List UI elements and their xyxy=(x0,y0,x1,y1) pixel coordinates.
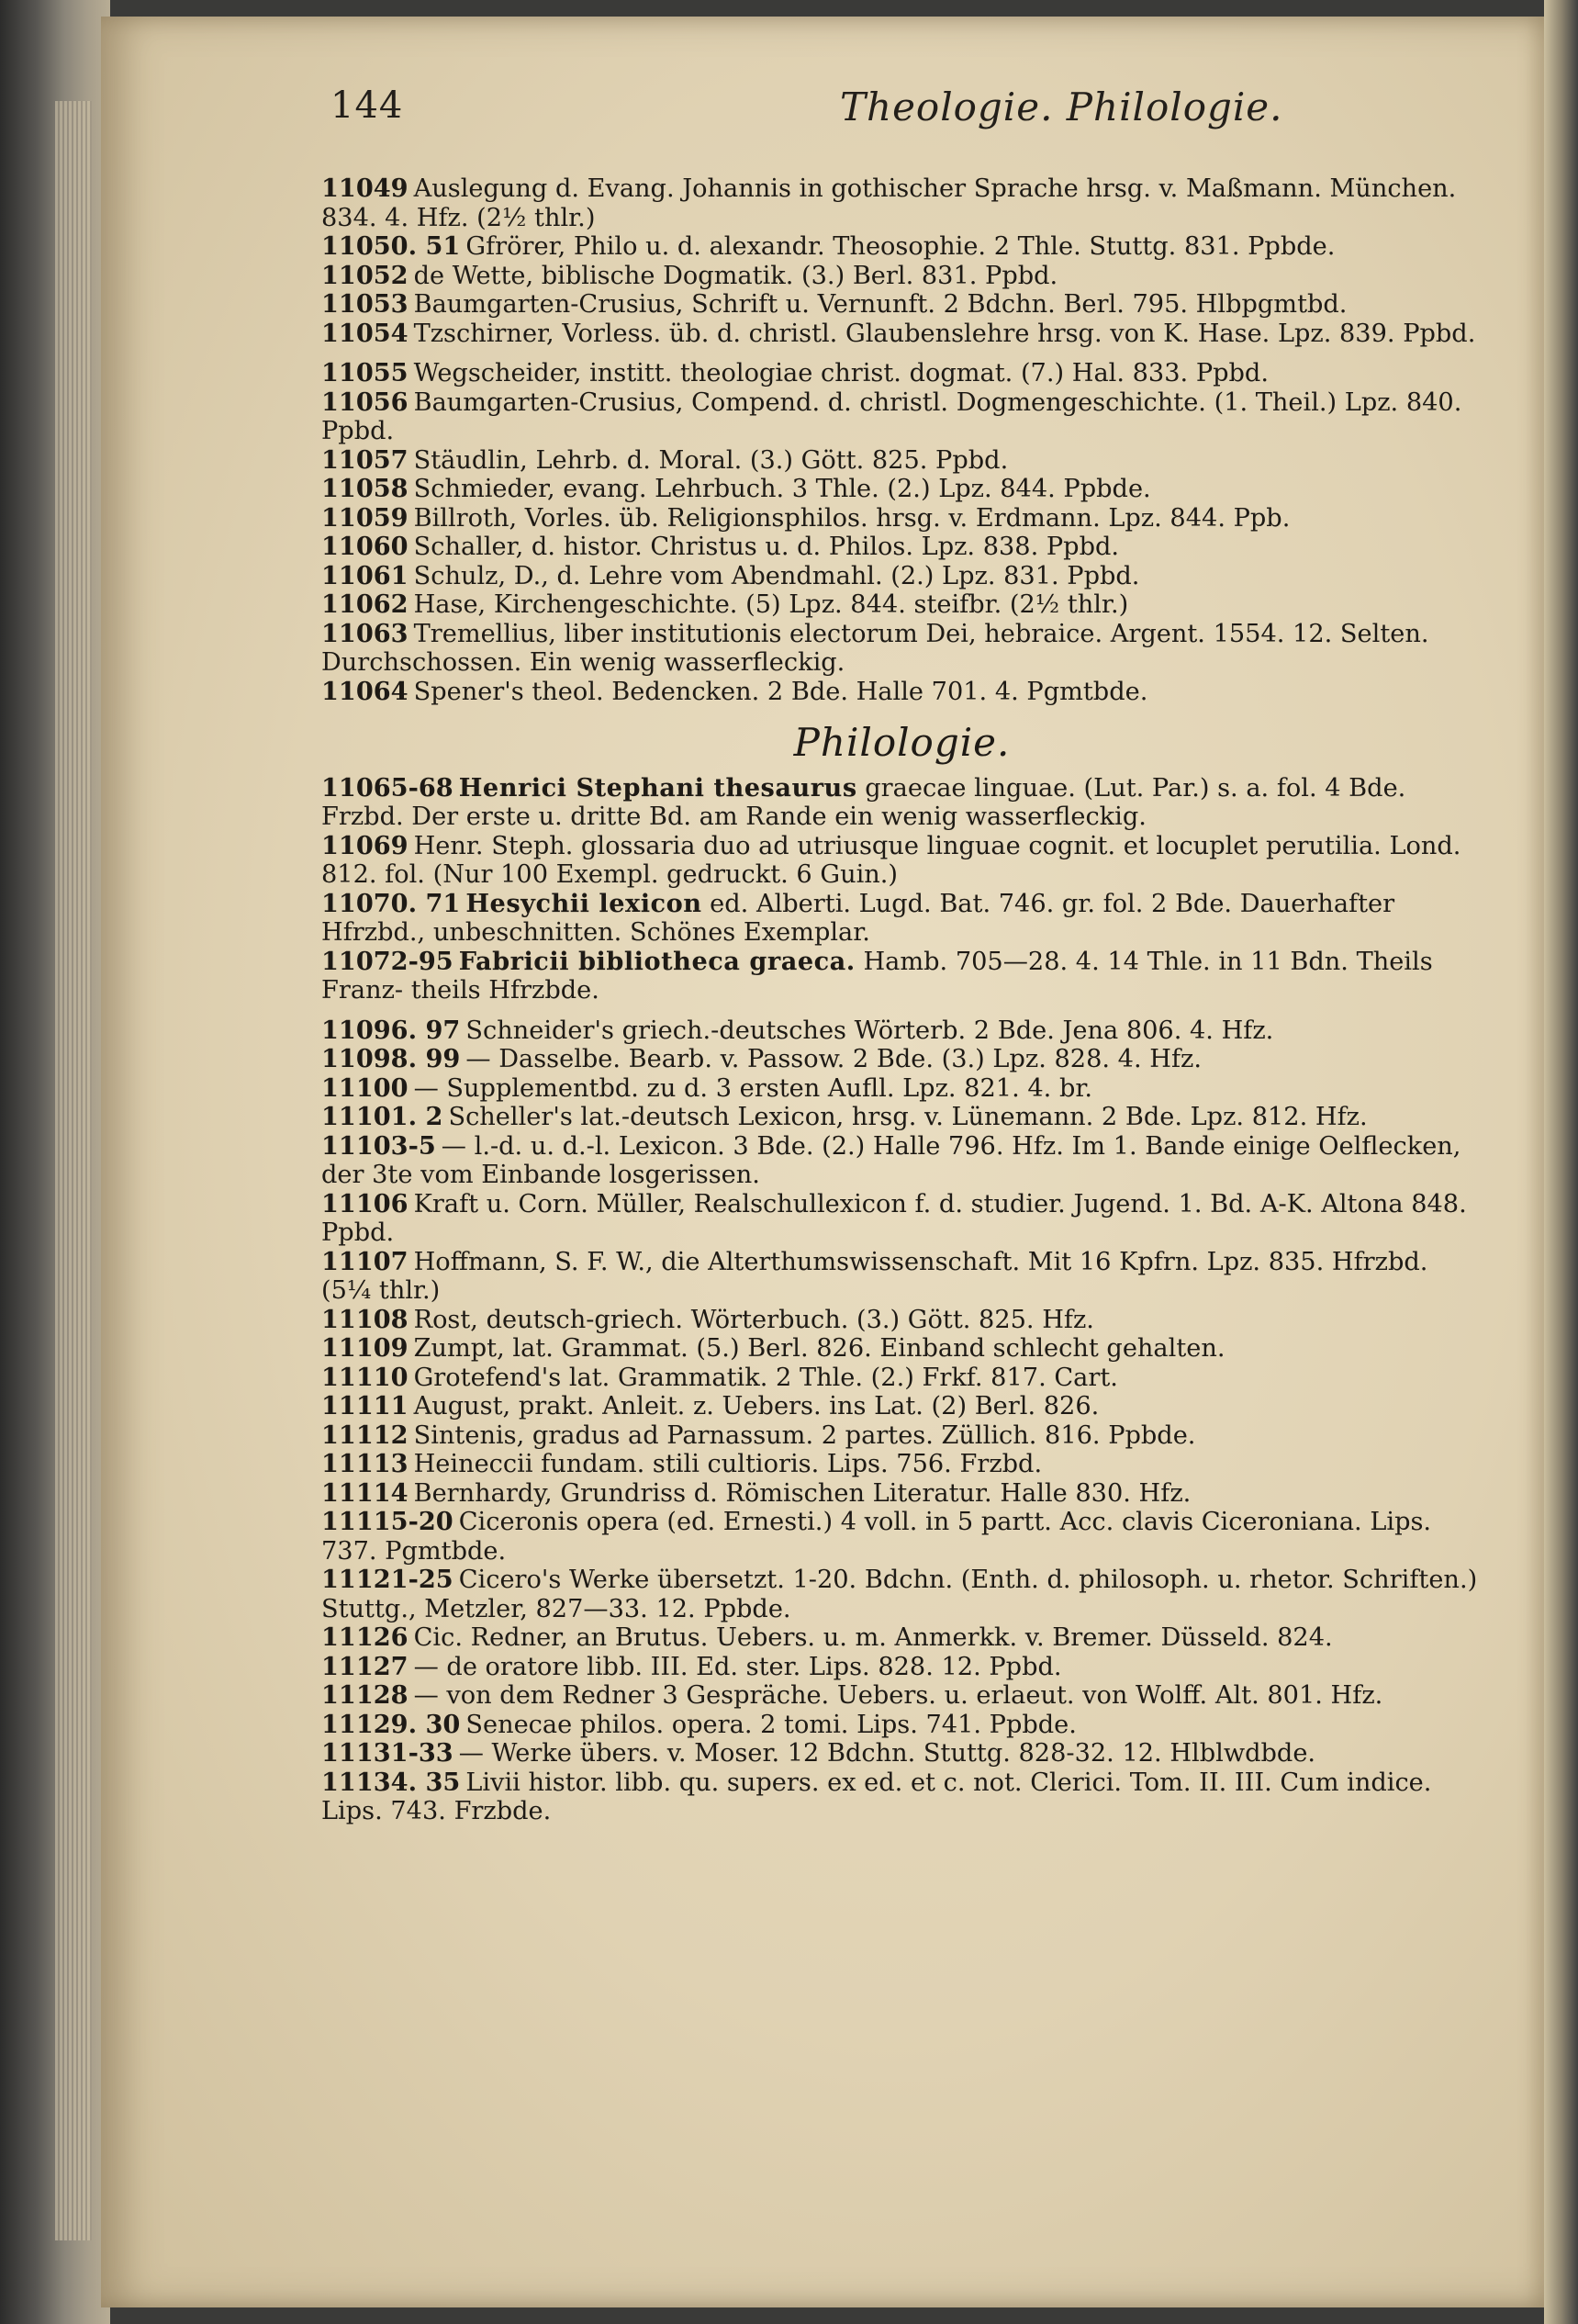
entry-text: Sintenis, gradus ad Parnassum. 2 partes. Züllich. 816. Ppbde. xyxy=(413,1420,1196,1450)
entry-text: Schaller, d. histor. Christus u. d. Philos. Lpz. 838. Ppbd. xyxy=(413,533,1120,561)
entry-number: 11054 xyxy=(321,318,408,348)
catalog-entry xyxy=(321,446,1483,476)
right-page-edge xyxy=(1544,0,1578,2324)
section-heading: Philologie. xyxy=(793,720,1011,765)
entry-number: 11055 xyxy=(321,358,408,387)
catalog-entry xyxy=(321,1421,1483,1451)
entry-text: Heineccii fundam. stili cultioris. Lips. 756. Frzbd. xyxy=(413,1450,1043,1478)
entry-bold-title: Fabricii bibliotheca graeca. xyxy=(458,946,856,976)
entry-number: 11110 xyxy=(321,1362,408,1392)
entry-text: — von dem Redner 3 Gespräche. Uebers. u. erlaeut. von Wolff. Alt. 801. Hfz. xyxy=(413,1681,1383,1710)
entry-text: Billroth, Vorles. üb. Religionsphilos. hrsg. v. Erdmann. Lpz. 844. Ppb. xyxy=(413,503,1291,533)
catalog-entry xyxy=(321,620,1483,678)
catalog-entry xyxy=(321,290,1483,320)
catalog-entry xyxy=(321,774,1483,832)
entry-bold-title: Hesychii lexicon xyxy=(465,888,702,918)
entry-number: 11111 xyxy=(321,1391,408,1420)
entry-number: 11121-25 xyxy=(321,1565,453,1594)
entry-number: 11109 xyxy=(321,1333,408,1363)
entry-number: 11134. 35 xyxy=(321,1767,461,1797)
entry-text: de Wette, biblische Dogmatik. (3.) Berl. 831. Ppbd. xyxy=(413,261,1058,290)
catalog-entry xyxy=(321,948,1483,1005)
entry-number: 11101. 2 xyxy=(321,1102,443,1131)
entry-number: 11064 xyxy=(321,676,408,706)
catalog-entry xyxy=(321,320,1483,349)
entry-text: Schmieder, evang. Lehrbuch. 3 Thle. (2.) Lpz. 844. Ppbde. xyxy=(413,475,1151,503)
entry-text: Auslegung d. Evang. Johannis in gothischer Sprache hrsg. v. Maßmann. München. 834. 4. Hfz. (2½ thlr.) xyxy=(321,174,1457,232)
catalog-entry xyxy=(321,562,1483,591)
catalog-entry xyxy=(321,533,1483,562)
entry-number: 11057 xyxy=(321,444,408,475)
entry-text: Spener's theol. Bedencken. 2 Bde. Halle 701. 4. Pgmtbde. xyxy=(413,677,1148,706)
entry-text: Grotefend's lat. Grammatik. 2 Thle. (2.) Frkf. 817. Cart. xyxy=(413,1363,1118,1392)
entry-number: 11100 xyxy=(321,1072,408,1103)
entry-text: August, prakt. Anleit. z. Uebers. ins Lat. (2) Berl. 826. xyxy=(413,1392,1100,1420)
entry-number: 11053 xyxy=(321,289,408,319)
entry-number: 11129. 30 xyxy=(321,1709,461,1739)
entry-number: 11058 xyxy=(321,474,408,503)
catalog-entry xyxy=(321,1450,1483,1479)
entry-text: Henr. Steph. glossaria duo ad utriusque linguae cognit. et locuplet perutilia. Lond. 812. fol. (Nur 100 Exempl. gedruckt. 6 Guin.) xyxy=(321,831,1461,889)
catalog-content xyxy=(321,174,1483,1826)
entry-number: 11049 xyxy=(321,174,408,203)
entry-text: Hase, Kirchengeschichte. (5) Lpz. 844. steifbr. (2½ thlr.) xyxy=(413,590,1129,619)
catalog-entry xyxy=(321,1392,1483,1421)
catalog-entry xyxy=(321,1132,1483,1190)
entry-text: — Werke übers. v. Moser. 12 Bdchn. Stuttg. 828-32. 12. Hlblwdbde. xyxy=(458,1739,1316,1768)
catalog-entry xyxy=(321,388,1483,446)
entry-number: 11128 xyxy=(321,1680,408,1710)
catalog-entry xyxy=(321,1681,1483,1711)
entry-bold-title: Henrici Stephani thesaurus xyxy=(458,772,857,803)
entry-number: 11061 xyxy=(321,560,408,590)
entry-text: — l.-d. u. d.-l. Lexicon. 3 Bde. (2.) Halle 796. Hfz. Im 1. Bande einige Oelflecken, der 3te vom Einbande losgerissen. xyxy=(321,1131,1461,1189)
catalog-entry xyxy=(321,678,1483,707)
entry-number: 11107 xyxy=(321,1246,408,1276)
catalog-entry xyxy=(321,1074,1483,1104)
entry-text: Cic. Redner, an Brutus. Uebers. u. m. Anmerkk. v. Bremer. Düsseld. 824. xyxy=(413,1623,1333,1652)
entry-number: 11131-33 xyxy=(321,1738,453,1768)
entry-number: 11069 xyxy=(321,830,408,860)
catalog-entry xyxy=(321,504,1483,533)
entry-number: 11052 xyxy=(321,260,408,290)
catalog-entry xyxy=(321,1306,1483,1335)
entry-text: Rost, deutsch-griech. Wörterbuch. (3.) Gött. 825. Hfz. xyxy=(413,1305,1094,1334)
catalog-entry xyxy=(321,1508,1483,1566)
entry-text: ed. Alberti. Lugd. Bat. 746. gr. fol. 2 Bde. Dauerhafter Hfrzbd., unbeschnitten. Schönes Exemplar. xyxy=(321,889,1395,947)
entry-number: 11108 xyxy=(321,1304,408,1334)
philology-entries xyxy=(321,774,1483,1826)
entry-text: Baumgarten-Crusius, Schrift u. Vernunft. 2 Bdchn. Berl. 795. Hlbpgmtbd. xyxy=(413,290,1348,319)
entry-text: Baumgarten-Crusius, Compend. d. christl. Dogmengeschichte. (1. Theil.) Lpz. 840. Ppbd. xyxy=(321,387,1462,445)
entry-number: 11056 xyxy=(321,387,408,417)
page-stack-edge xyxy=(55,101,92,2240)
entry-text: graecae linguae. (Lut. Par.) s. a. fol. 4 Bde. Frzbd. Der erste u. dritte Bd. am Rande ein wenig wasserfleckig. xyxy=(321,773,1406,831)
catalog-entry xyxy=(321,1768,1483,1826)
entry-text: Stäudlin, Lehrb. d. Moral. (3.) Gött. 825. Ppbd. xyxy=(413,445,1009,475)
theology-entries xyxy=(321,174,1483,706)
catalog-entry xyxy=(321,1653,1483,1682)
entry-text: Ciceronis opera (ed. Ernesti.) 4 voll. in 5 partt. Acc. clavis Ciceroniana. Lips. 737. Pgmtbde. xyxy=(321,1508,1432,1566)
catalog-entry xyxy=(321,890,1483,948)
entry-text: Senecae philos. opera. 2 tomi. Lips. 741. Ppbde. xyxy=(465,1710,1077,1739)
entry-number: 11096. 97 xyxy=(321,1015,461,1045)
entry-text: Scheller's lat.-deutsch Lexicon, hrsg. v. Lünemann. 2 Bde. Lpz. 812. Hfz. xyxy=(448,1103,1368,1131)
catalog-entry xyxy=(321,1103,1483,1132)
entry-number: 11112 xyxy=(321,1420,408,1450)
catalog-entry xyxy=(321,232,1483,262)
entry-number: 11103-5 xyxy=(321,1130,436,1161)
catalog-entry xyxy=(321,1016,1483,1046)
entry-number: 11115-20 xyxy=(321,1507,453,1536)
catalog-entry xyxy=(321,1334,1483,1364)
entry-number: 11065-68 xyxy=(321,772,453,803)
catalog-entry xyxy=(321,832,1483,890)
entry-text: Hoffmann, S. F. W., die Alterthumswissenschaft. Mit 16 Kpfrn. Lpz. 835. Hfrzbd. (5¼ thlr.) xyxy=(321,1247,1428,1305)
entry-number: 11072-95 xyxy=(321,946,453,976)
catalog-entry xyxy=(321,475,1483,504)
entry-text: Bernhardy, Grundriss d. Römischen Literatur. Halle 830. Hfz. xyxy=(413,1478,1192,1508)
page-number: 144 xyxy=(330,84,404,127)
page-header xyxy=(229,84,1487,140)
entry-text: — de oratore libb. III. Ed. ster. Lips. 828. 12. Ppbd. xyxy=(413,1652,1062,1681)
catalog-entry xyxy=(321,1479,1483,1509)
entry-text: Kraft u. Corn. Müller, Realschullexicon f. d. studier. Jugend. 1. Bd. A-K. Altona 848. Ppbd. xyxy=(321,1189,1467,1247)
entry-number: 11059 xyxy=(321,502,408,533)
entry-number: 11114 xyxy=(321,1477,408,1508)
catalog-entry xyxy=(321,1190,1483,1248)
catalog-entry xyxy=(321,590,1483,620)
entry-text: Schulz, D., d. Lehre vom Abendmahl. (2.) Lpz. 831. Ppbd. xyxy=(413,561,1140,590)
entry-number: 11062 xyxy=(321,589,408,619)
entry-text: Wegscheider, institt. theologiae christ. dogmat. (7.) Hal. 833. Ppbd. xyxy=(413,359,1269,387)
entry-text: Hamb. 705—28. 4. 14 Thle. in 11 Bdn. Theils Franz- theils Hfrzbde. xyxy=(321,947,1433,1005)
entry-number: 11063 xyxy=(321,618,408,648)
catalog-entry xyxy=(321,174,1483,232)
entry-text: Livii histor. libb. qu. supers. ex ed. et c. not. Clerici. Tom. II. III. Cum indice. Lips. 743. Frzbde. xyxy=(321,1768,1432,1825)
running-title: Theologie. Philologie. xyxy=(840,84,1283,129)
catalog-entry xyxy=(321,262,1483,291)
catalog-entry xyxy=(321,1248,1483,1306)
entry-text: Cicero's Werke übersetzt. 1-20. Bdchn. (Enth. d. philosoph. u. rhetor. Schriften.) Stuttg., Metzler, 827—33. 12. Ppbde. xyxy=(321,1566,1478,1623)
entry-number: 11098. 99 xyxy=(321,1044,461,1073)
catalog-entry xyxy=(321,1711,1483,1740)
entry-number: 11113 xyxy=(321,1449,408,1478)
entry-text: — Dasselbe. Bearb. v. Passow. 2 Bde. (3.) Lpz. 828. 4. Hfz. xyxy=(465,1045,1202,1073)
catalog-entry xyxy=(321,1623,1483,1653)
entry-text: Schneider's griech.-deutsches Wörterb. 2 Bde. Jena 806. 4. Hfz. xyxy=(465,1016,1274,1045)
entry-text: Tzschirner, Vorless. üb. d. christl. Glaubenslehre hrsg. von K. Hase. Lpz. 839. Ppbd. xyxy=(413,319,1476,348)
entry-number: 11070. 71 xyxy=(321,888,461,918)
catalog-entry xyxy=(321,1045,1483,1074)
entry-text: Gfrörer, Philo u. d. alexandr. Theosophie. 2 Thle. Stuttg. 831. Ppbde. xyxy=(465,232,1336,261)
catalog-entry xyxy=(321,1364,1483,1393)
entry-text: Zumpt, lat. Grammat. (5.) Berl. 826. Einband schlecht gehalten. xyxy=(413,1334,1225,1363)
entry-number: 11106 xyxy=(321,1188,408,1218)
catalog-entry xyxy=(321,359,1483,388)
catalog-entry xyxy=(321,1739,1483,1768)
catalog-entry xyxy=(321,1566,1483,1623)
entry-number: 11060 xyxy=(321,532,408,561)
entry-number: 11126 xyxy=(321,1622,408,1652)
entry-text: Tremellius, liber institutionis electorum Dei, hebraice. Argent. 1554. 12. Selten. Durchschossen. Ein wenig wasserfleckig. xyxy=(321,619,1429,677)
entry-number: 11127 xyxy=(321,1651,408,1681)
entry-text: — Supplementbd. zu d. 3 ersten Aufll. Lpz. 821. 4. br. xyxy=(413,1073,1092,1103)
entry-number: 11050. 51 xyxy=(321,231,461,261)
